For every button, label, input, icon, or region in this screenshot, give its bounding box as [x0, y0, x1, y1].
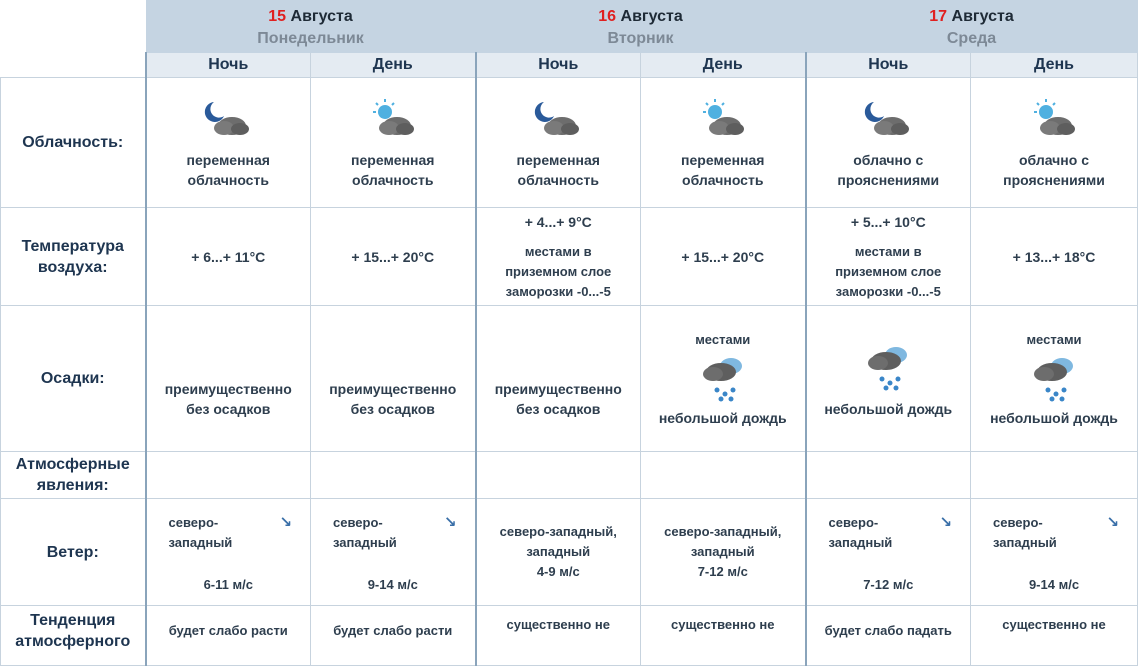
temperature-cell: [476, 208, 641, 306]
phenomena-row: [1, 452, 1138, 499]
wind-cell: [806, 499, 971, 606]
day-header: [146, 1, 476, 53]
precipitation-cell: преимущественно без осадков: [311, 306, 476, 452]
sun-cloud-icon: [365, 96, 421, 142]
date-header-row: [1, 1, 1138, 53]
day-part-night: Ночь: [476, 53, 641, 78]
frost-note: заморозки -0...-5: [835, 283, 941, 299]
temperature-value: + 5...+ 10°C: [850, 213, 926, 230]
row-label-wind: Ветер:: [1, 499, 146, 606]
wind-direction: западный: [526, 544, 591, 559]
row-label-temperature: Температура воздуха:: [1, 208, 146, 306]
wind-speed: 7-12 м/с: [697, 564, 748, 579]
phenomena-cell: [146, 452, 311, 499]
temperature-value: + 4...+ 9°C: [524, 213, 592, 230]
row-label-trend: Тенденция атмосферного: [1, 606, 146, 666]
wind-cell: [641, 499, 806, 606]
weekday: Вторник: [607, 29, 674, 47]
rain-cloud-icon: [695, 350, 751, 402]
day-part-night: Ночь: [146, 53, 311, 78]
month-name: Августа: [290, 7, 353, 25]
day-part-day: День: [641, 53, 806, 78]
clouds-text: облачно с: [1019, 151, 1089, 168]
day-part-day: День: [311, 53, 476, 78]
wind-direction: северо-: [168, 515, 219, 530]
frost-note: местами в: [524, 243, 592, 259]
clouds-cell: [971, 78, 1138, 208]
wind-cell: [311, 499, 476, 606]
wind-speed: 7-12 м/с: [863, 577, 914, 592]
row-label-phenomena: Атмосферные явления:: [1, 452, 146, 499]
precipitation-row: [1, 306, 1138, 452]
precipitation-cell: [971, 306, 1138, 452]
month-name: Августа: [951, 7, 1014, 25]
clouds-text: прояснениями: [1003, 171, 1105, 188]
clouds-cell: [311, 78, 476, 208]
day-part-row: [1, 53, 1138, 78]
clouds-cell: [476, 78, 641, 208]
temperature-cell: + 6...+ 11°C: [146, 208, 311, 306]
clouds-text: облачность: [682, 171, 764, 188]
phenomena-cell: [806, 452, 971, 499]
precip-text: небольшой дождь: [990, 409, 1118, 426]
temperature-cell: + 13...+ 18°C: [971, 208, 1138, 306]
clouds-text: переменная: [681, 151, 765, 168]
phenomena-cell: [641, 452, 806, 499]
clouds-text: переменная: [186, 151, 270, 168]
precip-text: небольшой дождь: [658, 409, 787, 426]
wind-arrow-icon: ↘: [279, 514, 292, 531]
temperature-cell: [806, 208, 971, 306]
clouds-text: облачность: [187, 171, 269, 188]
wind-direction: западный: [828, 535, 893, 550]
wind-speed: 4-9 м/с: [536, 564, 580, 579]
frost-note: приземном слое: [505, 263, 612, 279]
clouds-text: облачно с: [853, 151, 924, 168]
rain-cloud-icon: [1026, 350, 1082, 402]
day-part-night: Ночь: [806, 53, 971, 78]
trend-cell: существенно не: [641, 606, 806, 666]
wind-speed: 6-11 м/с: [203, 577, 253, 592]
header-corner: [1, 53, 146, 78]
wind-direction: северо-западный,: [664, 524, 782, 539]
precipitation-cell: преимущественно без осадков: [476, 306, 641, 452]
wind-cell: [971, 499, 1138, 606]
day-header: [476, 1, 806, 53]
moon-cloud-icon: [200, 96, 256, 142]
wind-speed: 9-14 м/с: [1028, 577, 1080, 592]
wind-arrow-icon: ↘: [443, 514, 457, 531]
wind-arrow-icon: ↘: [1106, 514, 1119, 531]
clouds-cell: [806, 78, 971, 208]
wind-arrow-icon: ↘: [939, 514, 952, 531]
sun-cloud-icon: [695, 96, 751, 142]
wind-direction: западный: [168, 535, 233, 550]
precip-note: местами: [1026, 331, 1082, 347]
phenomena-cell: [311, 452, 476, 499]
weekday: Понедельник: [257, 29, 364, 47]
trend-cell: будет слабо падать: [806, 606, 971, 666]
day-number: 16: [598, 7, 617, 25]
pressure-trend-row: [1, 606, 1138, 666]
clouds-cell: [146, 78, 311, 208]
precipitation-cell: преимущественно без осадков: [146, 306, 311, 452]
trend-cell: будет слабо расти: [146, 606, 311, 666]
day-number: 15: [268, 7, 287, 25]
precip-text: небольшой дождь: [824, 400, 953, 417]
trend-cell: существенно не: [971, 606, 1138, 666]
clouds-text: прояснениями: [837, 171, 940, 188]
clouds-text: облачность: [517, 171, 599, 188]
frost-note: местами в: [854, 243, 922, 259]
frost-note: приземном слое: [835, 263, 942, 279]
day-part-day: День: [971, 53, 1138, 78]
wind-direction: северо-: [333, 515, 383, 530]
precipitation-cell: [806, 306, 971, 452]
precipitation-cell: [641, 306, 806, 452]
wind-speed: 9-14 м/с: [367, 577, 418, 592]
moon-cloud-icon: [860, 96, 916, 142]
wind-direction: западный: [993, 535, 1057, 550]
trend-cell: будет слабо расти: [311, 606, 476, 666]
clouds-text: переменная: [516, 151, 600, 168]
wind-direction: западный: [690, 544, 755, 559]
wind-row: [1, 499, 1138, 606]
precip-note: местами: [695, 331, 751, 347]
frost-note: заморозки -0...-5: [505, 283, 611, 299]
wind-direction: северо-: [828, 515, 879, 530]
weekday: Среда: [946, 29, 997, 47]
moon-cloud-icon: [530, 96, 586, 142]
trend-cell: существенно не: [476, 606, 641, 666]
rain-cloud-icon: [860, 339, 916, 391]
temperature-cell: + 15...+ 20°C: [311, 208, 476, 306]
day-number: 17: [929, 7, 948, 25]
sun-cloud-icon: [1026, 96, 1082, 142]
clouds-row: [1, 78, 1138, 208]
wind-direction: западный: [333, 535, 397, 550]
clouds-text: облачность: [352, 171, 434, 188]
wind-direction: северо-западный,: [499, 524, 617, 539]
wind-direction: северо-: [993, 515, 1043, 530]
clouds-text: переменная: [351, 151, 435, 168]
month-name: Августа: [620, 7, 683, 25]
temperature-cell: + 15...+ 20°C: [641, 208, 806, 306]
wind-cell: [476, 499, 641, 606]
header-corner: [1, 1, 146, 53]
temperature-row: [1, 208, 1138, 306]
row-label-clouds: Облачность:: [1, 78, 146, 208]
phenomena-cell: [971, 452, 1138, 499]
wind-cell: [146, 499, 311, 606]
day-header: [806, 1, 1138, 53]
phenomena-cell: [476, 452, 641, 499]
row-label-precipitation: Осадки:: [1, 306, 146, 452]
clouds-cell: [641, 78, 806, 208]
